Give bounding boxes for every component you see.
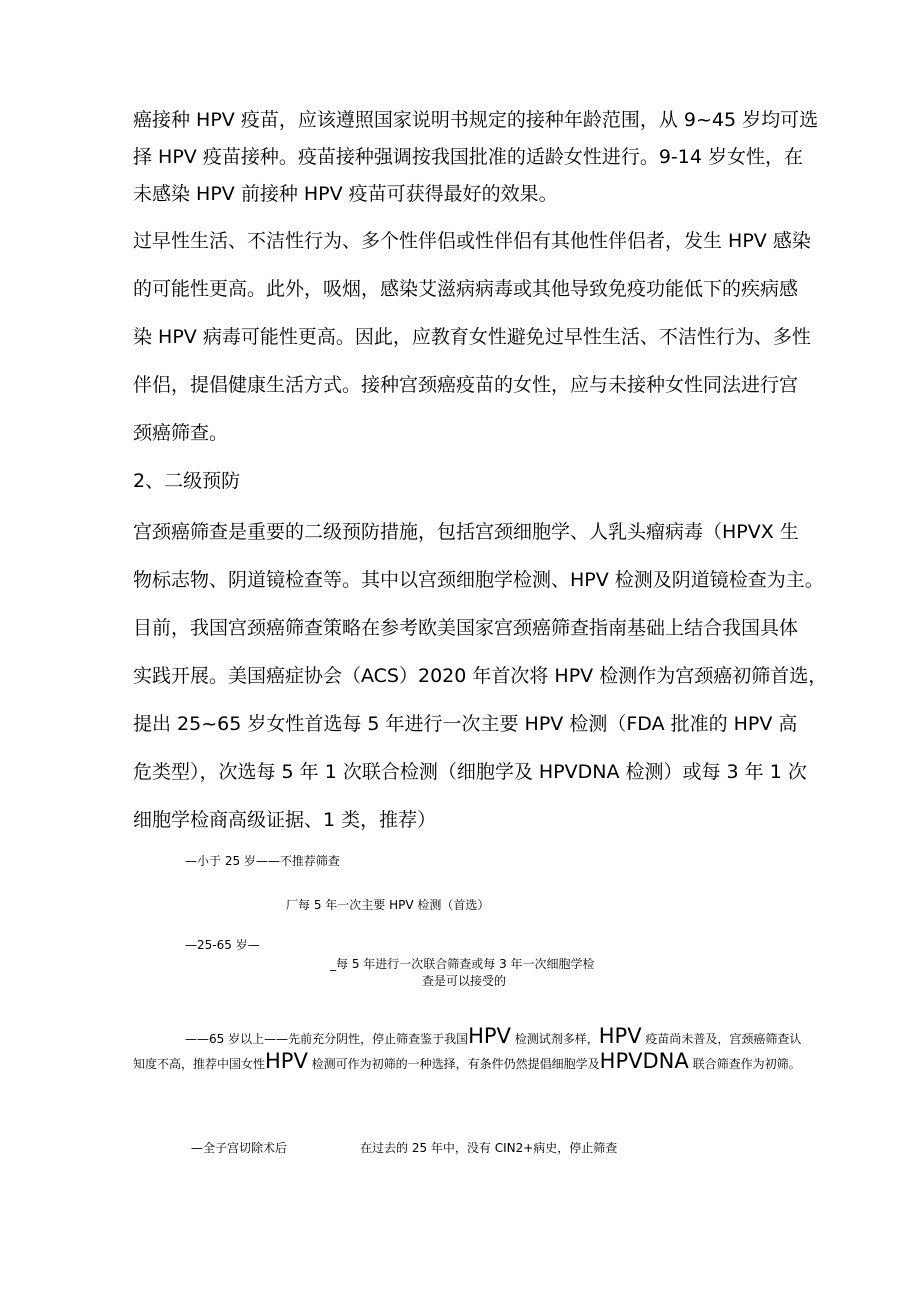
rule-alternative-line1: _每 5 年进行一次联合筛查或每 3 年一次细胞学检 [330, 957, 595, 971]
text-line: 细胞学检商高级证据、1 类，推荐） [133, 809, 437, 831]
text-line: 伴侣，提倡健康生活方式。接种宫颈癌疫苗的女性，应与未接种女性同法进行宫 [133, 374, 799, 396]
text-line: 宫颈癌筛查是重要的二级预防措施，包括宫颈细胞学、人乳头瘤病毒（HPVX 生 [133, 521, 799, 543]
paragraph-risk-factors [133, 217, 811, 457]
text-line: 染 HPV 病毒可能性更高。因此，应教育女性避免过早性生活、不洁性行为、多性 [133, 326, 811, 348]
text-line: 颈癌筛查。 [133, 422, 229, 444]
rule-hysterectomy: —全子宫切除术后 [191, 1141, 288, 1155]
rule-over-65: ——65 岁以上——先前充分阴性，停止筛查鉴于我国HPV 检测试剂多样，HPV 疫苗尚未普及，宫颈癌筛查认知度不高，推荐中国女性HPV 检测可作为初筛的一种选择，有条件仍然提倡细胞学及HPVDNA 联合筛查作为初筛。 [133, 1024, 802, 1073]
text-line: 未感染 HPV 前接种 HPV 疫苗可获得最好的效果。 [133, 183, 558, 205]
rule-under-25: —小于 25 岁——不推荐筛查 [185, 854, 340, 868]
text-line: 择 HPV 疫苗接种。疫苗接种强调按我国批准的适龄女性进行。9-14 岁女性，在 [133, 146, 803, 168]
paragraph-vaccine-age [133, 102, 819, 213]
rule-age-25-65: —25-65 岁— [185, 938, 260, 952]
rule-alternative-line2: 查是可以接受的 [422, 974, 507, 988]
paragraph-screening [133, 508, 828, 844]
text-line: 提出 25~65 岁女性首选每 5 年进行一次主要 HPV 检测（FDA 批准的 HPV 高 [133, 713, 798, 735]
text-line: 目前，我国宫颈癌筛查策略在参考欧美国家宫颈癌筛查指南基础上结合我国具体 [133, 617, 799, 639]
text-line: 危类型），次选每 5 年 1 次联合检测（细胞学及 HPVDNA 检测）或每 3 年 1 次 [133, 761, 807, 783]
text-line: 的可能性更高。此外，吸烟，感染艾滋病病毒或其他导致免疫功能低下的疾病感 [133, 278, 799, 300]
text-line: 实践开展。美国癌症协会（ACS）2020 年首次将 HPV 检测作为宫颈癌初筛首选， [133, 665, 828, 687]
text-line: 癌接种 HPV 疫苗，应该遵照国家说明书规定的接种年龄范围，从 9~45 岁均可选 [133, 109, 819, 131]
rule-hysterectomy-stop: 在过去的 25 年中，没有 CIN2+病史，停止筛查 [360, 1141, 618, 1155]
section-heading: 2、二级预防 [133, 470, 241, 492]
rule-preferred-hpv: 厂每 5 年一次主要 HPV 检测（首选） [286, 898, 490, 912]
text-line: 物标志物、阴道镜检查等。其中以宫颈细胞学检测、HPV 检测及阴道镜检查为主。 [133, 569, 824, 591]
text-line: 过早性生活、不洁性行为、多个性伴侣或性伴侣有其他性伴侣者，发生 HPV 感染 [133, 230, 811, 252]
